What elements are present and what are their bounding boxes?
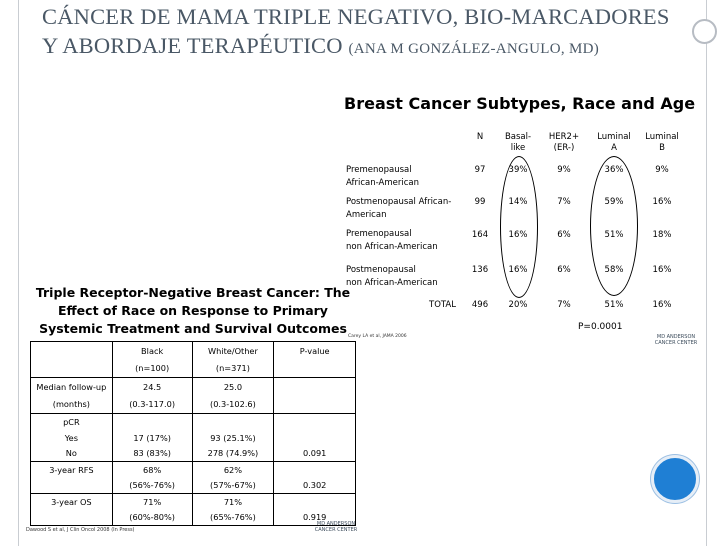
column-header-line1: HER2+ — [548, 132, 580, 142]
table-cell: 51% — [604, 230, 624, 240]
table-cell: 3-year OS — [31, 494, 113, 510]
table-cell: 496 — [471, 300, 489, 310]
table-cell: 58% — [604, 265, 624, 275]
table-cell: 0.091 — [274, 446, 356, 462]
table-cell: 83 (83%) — [112, 446, 192, 462]
table-row — [31, 396, 356, 414]
table-cell: 0.302 — [274, 478, 356, 494]
p-value: P=0.0001 — [578, 322, 623, 332]
row-label — [346, 196, 451, 222]
table-cell: 51% — [604, 300, 624, 310]
column-header-line2: (ER-) — [553, 143, 575, 153]
table-cell: 99 — [474, 197, 486, 207]
table-cell: 17 (17%) — [112, 430, 192, 446]
table-cell — [274, 396, 356, 414]
row-label-line1: Postmenopausal African- — [346, 197, 452, 207]
table-cell: 164 — [471, 230, 489, 240]
table-header-row — [31, 360, 356, 378]
decorative-ring-icon — [692, 19, 717, 44]
table-cell: (months) — [31, 396, 113, 414]
table-cell: 20% — [508, 300, 528, 310]
table-cell: 16% — [652, 300, 672, 310]
table-cell: 18% — [652, 230, 672, 240]
table-cell: pCR — [31, 414, 113, 430]
table-cell: P-value — [274, 342, 356, 360]
table-cell: 136 — [471, 265, 489, 275]
column-header-line1: N — [476, 132, 484, 142]
column-header-line2: like — [510, 143, 526, 153]
table-cell: (n=371) — [192, 360, 274, 378]
table-cell — [274, 360, 356, 378]
table-cell: 93 (25.1%) — [192, 430, 274, 446]
table-cell — [274, 378, 356, 396]
table-cell — [274, 494, 356, 510]
row-label-line1: Premenopausal — [346, 165, 412, 175]
table-cell — [31, 342, 113, 360]
tnbc-table — [30, 341, 356, 526]
table-cell — [112, 414, 192, 430]
title-line: Effect of Race on Response to Primary — [58, 303, 328, 318]
table-cell — [274, 462, 356, 478]
highlight-ellipse — [500, 156, 538, 298]
table-cell: 97 — [474, 165, 486, 175]
table-cell: 62% — [192, 462, 274, 478]
table-cell: 39% — [508, 165, 528, 175]
table-cell: 59% — [604, 197, 624, 207]
table-cell — [31, 510, 113, 526]
table-cell: 16% — [508, 265, 528, 275]
table-cell: 6% — [557, 265, 571, 275]
slide-right-border — [706, 0, 707, 546]
table-row — [31, 462, 356, 478]
table-cell: 16% — [508, 230, 528, 240]
subtypes-figure — [340, 92, 702, 352]
row-label-line1: Postmenopausal — [346, 265, 416, 275]
row-label — [346, 164, 419, 190]
table-cell: Yes — [31, 430, 113, 446]
column-header — [468, 132, 492, 143]
row-label-line2: non African-American — [346, 242, 438, 252]
table-row — [31, 478, 356, 494]
decorative-blue-circle-icon — [651, 455, 699, 503]
table-cell: 278 (74.9%) — [192, 446, 274, 462]
table-cell: (56%-76%) — [112, 478, 192, 494]
table-cell: 16% — [652, 265, 672, 275]
table-cell: White/Other — [192, 342, 274, 360]
table-cell: 68% — [112, 462, 192, 478]
table-cell: 6% — [557, 230, 571, 240]
slide-title — [42, 2, 682, 64]
institution-logo: MD ANDERSON CANCER CENTER — [654, 334, 698, 346]
table-cell: 14% — [508, 197, 528, 207]
title-line: Triple Receptor-Negative Breast Cancer: The — [35, 285, 351, 300]
table-cell — [192, 414, 274, 430]
slide-title-main: CÁNCER DE MAMA TRIPLE NEGATIVO, BIO-MARCADORES Y ABORDAJE TERAPÉUTICO — [42, 4, 670, 58]
table-cell: (n=100) — [112, 360, 192, 378]
table-cell: 9% — [557, 165, 571, 175]
table-cell: 3-year RFS — [31, 462, 113, 478]
title-line: Systemic Treatment and Survival Outcomes — [39, 321, 347, 336]
table-row — [31, 510, 356, 526]
table-cell: 71% — [192, 494, 274, 510]
column-header-line1: Luminal — [597, 132, 631, 142]
table-cell: 7% — [557, 300, 571, 310]
table-cell: Black — [112, 342, 192, 360]
table-cell: 7% — [557, 197, 571, 207]
table-row — [31, 446, 356, 462]
table-cell: 9% — [655, 165, 669, 175]
table-cell: 25.0 — [192, 378, 274, 396]
table-row — [31, 378, 356, 396]
slide-title-author: (ANA M GONZÁLEZ-ANGULO, MD) — [348, 41, 600, 57]
table-cell: 24.5 — [112, 378, 192, 396]
column-header-line1: Luminal — [645, 132, 679, 142]
column-header-line2: A — [611, 143, 617, 153]
table-row — [31, 494, 356, 510]
table-cell: (57%-67%) — [192, 478, 274, 494]
tnbc-figure-title — [26, 284, 360, 338]
column-header-line1: Basal- — [504, 132, 532, 142]
citation: Carey LA et al, JAMA 2006 — [348, 334, 407, 339]
table-cell: 0.919 — [274, 510, 356, 526]
table-cell: 16% — [652, 197, 672, 207]
total-label: TOTAL — [429, 300, 456, 310]
column-header — [592, 132, 636, 154]
row-label-line1: Premenopausal — [346, 229, 412, 239]
table-row — [31, 430, 356, 446]
table-cell — [31, 360, 113, 378]
table-cell — [274, 430, 356, 446]
highlight-ellipse — [590, 156, 638, 296]
table-cell: No — [31, 446, 113, 462]
table-cell: (0.3-102.6) — [192, 396, 274, 414]
table-cell: (60%-80%) — [112, 510, 192, 526]
table-cell: (0.3-117.0) — [112, 396, 192, 414]
citation: Dawood S et al, J Clin Oncol 2008 (In Press) — [26, 527, 135, 533]
table-cell — [31, 478, 113, 494]
row-label — [346, 228, 438, 254]
column-header — [544, 132, 584, 154]
column-header — [640, 132, 684, 154]
subtypes-figure-title: Breast Cancer Subtypes, Race and Age — [344, 94, 696, 113]
table-cell: Median follow-up — [31, 378, 113, 396]
row-label-line2: African-American — [346, 178, 419, 188]
tnbc-figure — [26, 280, 360, 542]
row-label-line2: non African-American — [346, 278, 438, 288]
column-header-line2: B — [659, 143, 665, 153]
slide-left-border — [18, 0, 19, 546]
column-header — [498, 132, 538, 154]
table-cell — [274, 414, 356, 430]
table-cell: 71% — [112, 494, 192, 510]
table-cell: (65%-76%) — [192, 510, 274, 526]
institution-logo: MD ANDERSON CANCER CENTER — [314, 521, 358, 533]
row-label-line2: American — [346, 210, 387, 220]
table-row — [31, 414, 356, 430]
table-cell: 36% — [604, 165, 624, 175]
table-header-row — [31, 342, 356, 360]
